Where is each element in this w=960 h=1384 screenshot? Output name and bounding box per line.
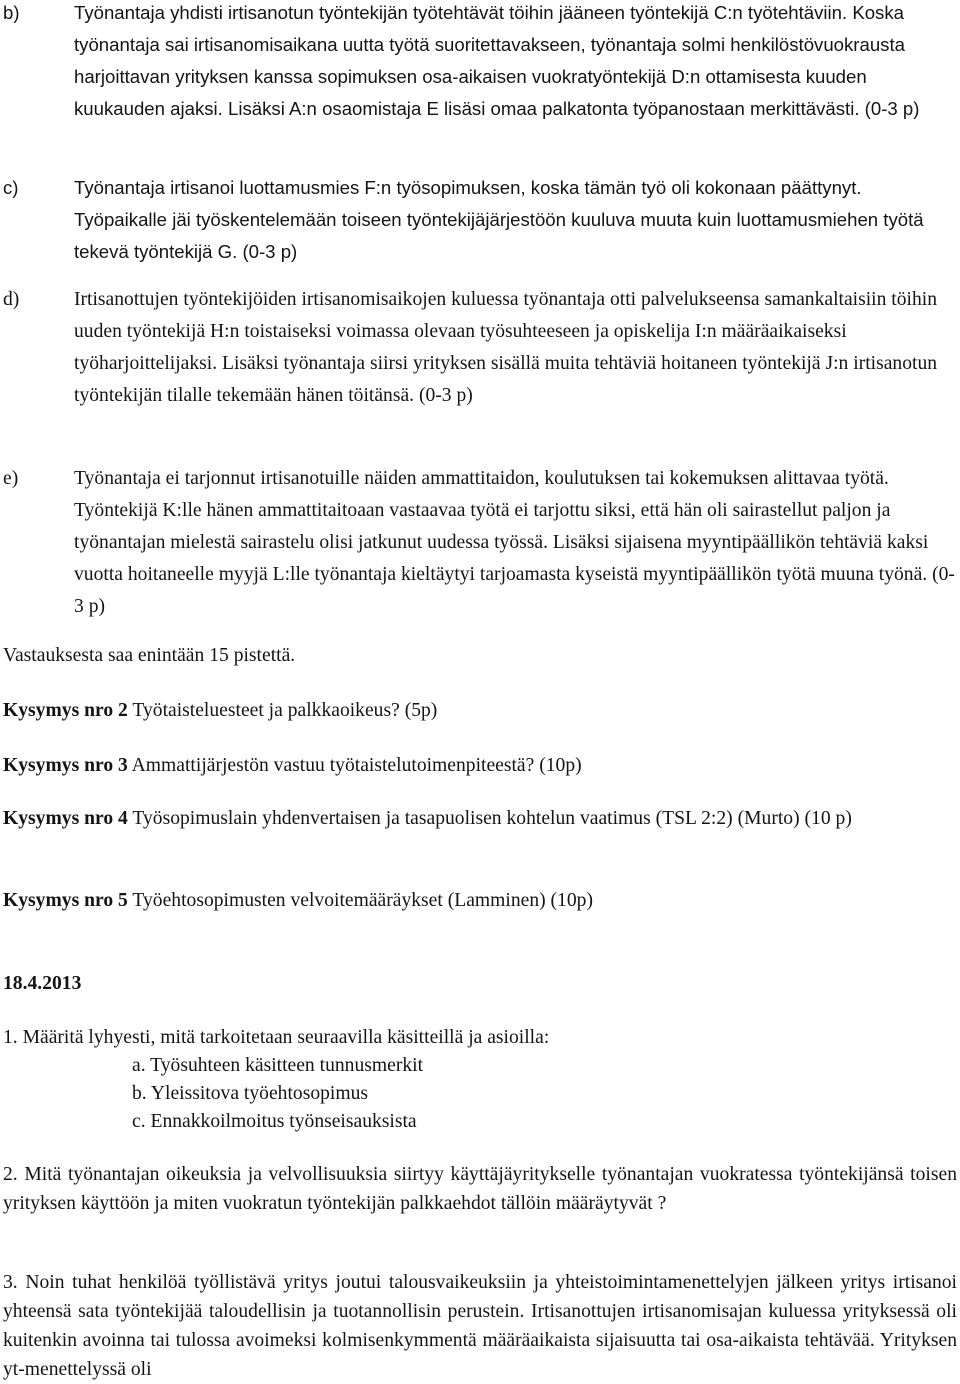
list-item-e <box>3 463 957 623</box>
list-text: Työnantaja ei tarjonnut irtisanotuille näiden ammattitaidon, koulutuksen tai kokemuksen alittavaa työtä. Työntekijä K:lle hänen ammattitaitoaan vastaavaa työtä ei tarjottu siksi, että hän oli sairastellut paljon ja työnantajan mielestä sairastelu olisi jatkunut uudessa työssä. Lisäksi sijaisena myyntipäällikön tehtäviä kaksi vuotta hoitaneelle myyjä L:lle työnantaja kieltäytyi tarjoamasta kyseistä myyntipäällikön työtä muuna työnä. (0-3 p) <box>74 468 955 617</box>
question-text: Ammattijärjestön vastuu työtaistelutoimenpiteestä? (10p) <box>127 755 582 776</box>
list-item-d <box>3 284 957 412</box>
list-text: Työnantaja irtisanoi luottamusmies F:n työsopimuksen, koska tämän työ oli kokonaan päättynyt. Työpaikalle jäi työskentelemään toiseen työntekijäjärjestöön kuuluva muuta kuin luottamusmiehen työtä tekevä työntekijä G. (0-3 p) <box>74 177 924 262</box>
list-item-b <box>3 0 957 125</box>
question-text: Työsopimuslain yhdenvertaisen ja tasapuolisen kohtelun vaatimus (TSL 2:2) (Murto) (10 p) <box>127 808 852 829</box>
list-item-c <box>3 172 957 268</box>
task-2: 2. Mitä työnantajan oikeuksia ja velvollisuuksia siirtyy käyttäjäyritykselle työnantajan vuokratessa työntekijänsä toisen yrityksen käyttöön ja miten vuokratun työntekijän palkkaehdot tällöin määräytyvät ? <box>3 1164 957 1214</box>
question-3 <box>3 750 957 782</box>
list-label: c) <box>3 177 19 198</box>
question-text: Työehtosopimusten velvoitemääräykset (Lamminen) (10p) <box>127 890 593 911</box>
question-label: Kysymys nro 2 <box>3 700 128 721</box>
sub-item-a: a. Työsuhteen käsitteen tunnusmerkit <box>132 1055 424 1076</box>
list-text: Irtisanottujen työntekijöiden irtisanomisaikojen kuluessa työnantaja otti palvelukseensa samankaltaisiin töihin uuden työntekijä H:n toistaiseksi voimassa olevaan työsuhteeseen ja opiskelija I:n määräaikaiseksi työharjoittelijaksi. Lisäksi työnantaja siirsi yrityksen sisällä muita tehtäviä hoitaneen työntekijä J:n irtisanotun työntekijän tilalle tekemään hänen töitänsä. (0-3 p) <box>74 289 938 406</box>
date-heading <box>3 968 957 1000</box>
sub-item-b: b. Yleissitova työehtosopimus <box>132 1083 369 1104</box>
question-label: Kysymys nro 4 <box>3 808 128 829</box>
date: 18.4.2013 <box>3 973 82 994</box>
list-label: b) <box>3 2 20 23</box>
list-label: e) <box>3 468 19 489</box>
question-2 <box>3 695 957 727</box>
list-label: d) <box>3 289 20 310</box>
question-5 <box>3 885 957 917</box>
max-points-note: Vastauksesta saa enintään 15 pistettä. <box>3 645 296 666</box>
question-label: Kysymys nro 3 <box>3 755 128 776</box>
task-1: 1. Määritä lyhyesti, mitä tarkoitetaan seuraavilla käsitteillä ja asioilla: <box>3 1027 550 1048</box>
question-4 <box>3 803 957 835</box>
question-label: Kysymys nro 5 <box>3 890 128 911</box>
question-text: Työtaisteluesteet ja palkkaoikeus? (5p) <box>127 700 438 721</box>
task-3: 3. Noin tuhat henkilöä työllistävä yritys joutui talousvaikeuksiin ja yhteistoimintamenettelyjen jälkeen yritys irtisanoi yhteensä sata työntekijää taloudellisin ja tuotannollisin perustein. Irtisanottujen irtisanomisajan kuluessa yrityksessä oli kuitenkin avoinna tai tulossa avoimeksi kolmisenkymmentä määräaikaista sijaisuutta tai osa-aikaista tehtävää. Yrityksen yt-menettelyssä oli <box>3 1272 957 1380</box>
list-text: Työnantaja yhdisti irtisanotun työntekijän työtehtävät töihin jääneen työntekijä C:n työtehtäviin. Koska työnantaja sai irtisanomisaikana uutta työtä suoritettavakseen, työnantaja solmi henkilöstövuokrausta harjoittavan yrityksen kanssa sopimuksen osa-aikaisen vuokratyöntekijä D:n ottamisesta kuuden kuukauden ajaksi. Lisäksi A:n osaomistaja E lisäsi omaa palkatonta työpanostaan merkittävästi. (0-3 p) <box>74 2 920 119</box>
sub-item-c: c. Ennakkoilmoitus työnseisauksista <box>132 1111 417 1132</box>
